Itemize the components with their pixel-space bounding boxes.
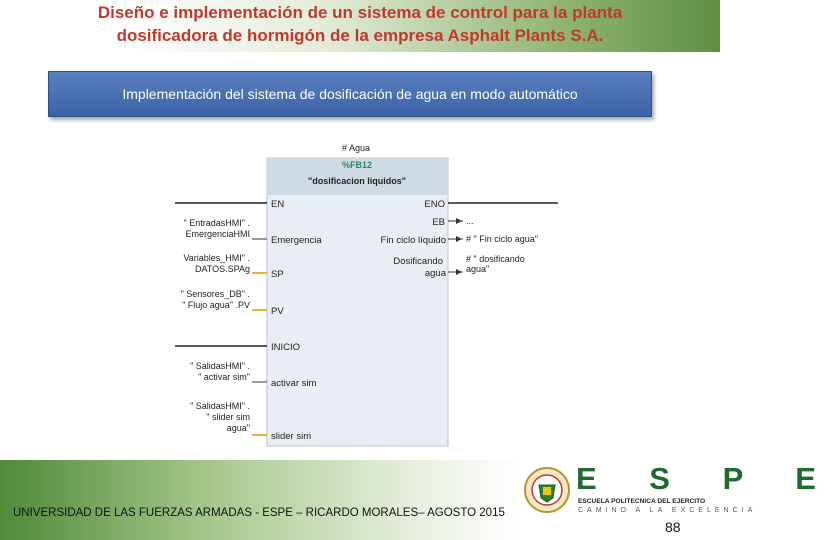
block-body <box>267 158 448 446</box>
block-number: %FB12 <box>341 160 373 170</box>
tag-emergencia-line2: EmergenciaHMI <box>185 229 250 239</box>
fin-arrow <box>456 236 462 242</box>
tag-emergencia-line1: " EntradasHMI" . <box>183 218 250 228</box>
pin-fin-ciclo: Fin ciclo líquido <box>380 235 446 246</box>
tag-activar-line2: " activar sim" <box>198 372 250 382</box>
tag-dosificando-line2: agua" <box>466 264 490 274</box>
tag-sp-line1: Variables_HMI" . <box>183 253 250 263</box>
block-instance-name: # Agua <box>341 143 371 153</box>
eb-arrow <box>456 218 462 224</box>
tag-sp-line2: DATOS.SPAg <box>194 264 250 274</box>
espe-logo-letters: E S P E <box>576 461 838 496</box>
dos-arrow <box>456 269 462 275</box>
subtitle-banner: Implementación del sistema de dosificación de agua en modo automático <box>48 71 652 117</box>
pin-eb: EB <box>432 217 445 228</box>
pin-emergencia: Emergencia <box>271 235 322 246</box>
tag-dosificando-line1: # " dosificando <box>466 254 525 264</box>
title-line-2: dosificadora de hormigón de la empresa Asphalt Plants S.A. <box>116 26 604 45</box>
pin-inicio: INICIO <box>271 342 301 353</box>
pin-activar-sim: activar sim <box>271 378 317 389</box>
tag-slider-line2: " slider sim <box>206 412 250 422</box>
espe-logo-motto: CAMINO A LA EXCELENCIA <box>578 507 757 514</box>
espe-logo-subtitle: ESCUELA POLITECNICA DEL EJERCITO <box>578 498 706 505</box>
tag-slider-line1: " SalidasHMI" . <box>190 401 250 411</box>
pin-dosificando: Dosificando <box>393 256 443 267</box>
tag-activar-line1: " SalidasHMI" . <box>190 361 250 371</box>
page-number: 88 <box>665 519 681 535</box>
tag-pv-line2: " Flujo agua" .PV <box>182 300 250 310</box>
title-line-1: Diseño e implementación de un sistema de control para la planta <box>97 3 623 22</box>
footer-text: UNIVERSIDAD DE LAS FUERZAS ARMADAS - ESPE – RICARDO MORALES– AGOSTO 2015 <box>13 507 505 519</box>
pin-sp: SP <box>271 269 284 280</box>
pin-agua: agua <box>424 268 446 279</box>
pin-en: EN <box>271 199 285 210</box>
tag-slider-line3: agua" <box>226 423 250 433</box>
pin-slider-sim: slider sim <box>271 431 312 442</box>
tag-fin-ciclo: # " Fin ciclo agua" <box>466 234 538 244</box>
university-seal-icon <box>524 466 570 514</box>
pin-eno: ENO <box>424 199 445 210</box>
tag-pv-line1: " Sensores_DB" . <box>180 289 250 299</box>
tag-eb: ... <box>466 216 474 226</box>
pin-pv: PV <box>271 306 284 317</box>
block-type: "dosificacion liquidos" <box>307 176 407 186</box>
